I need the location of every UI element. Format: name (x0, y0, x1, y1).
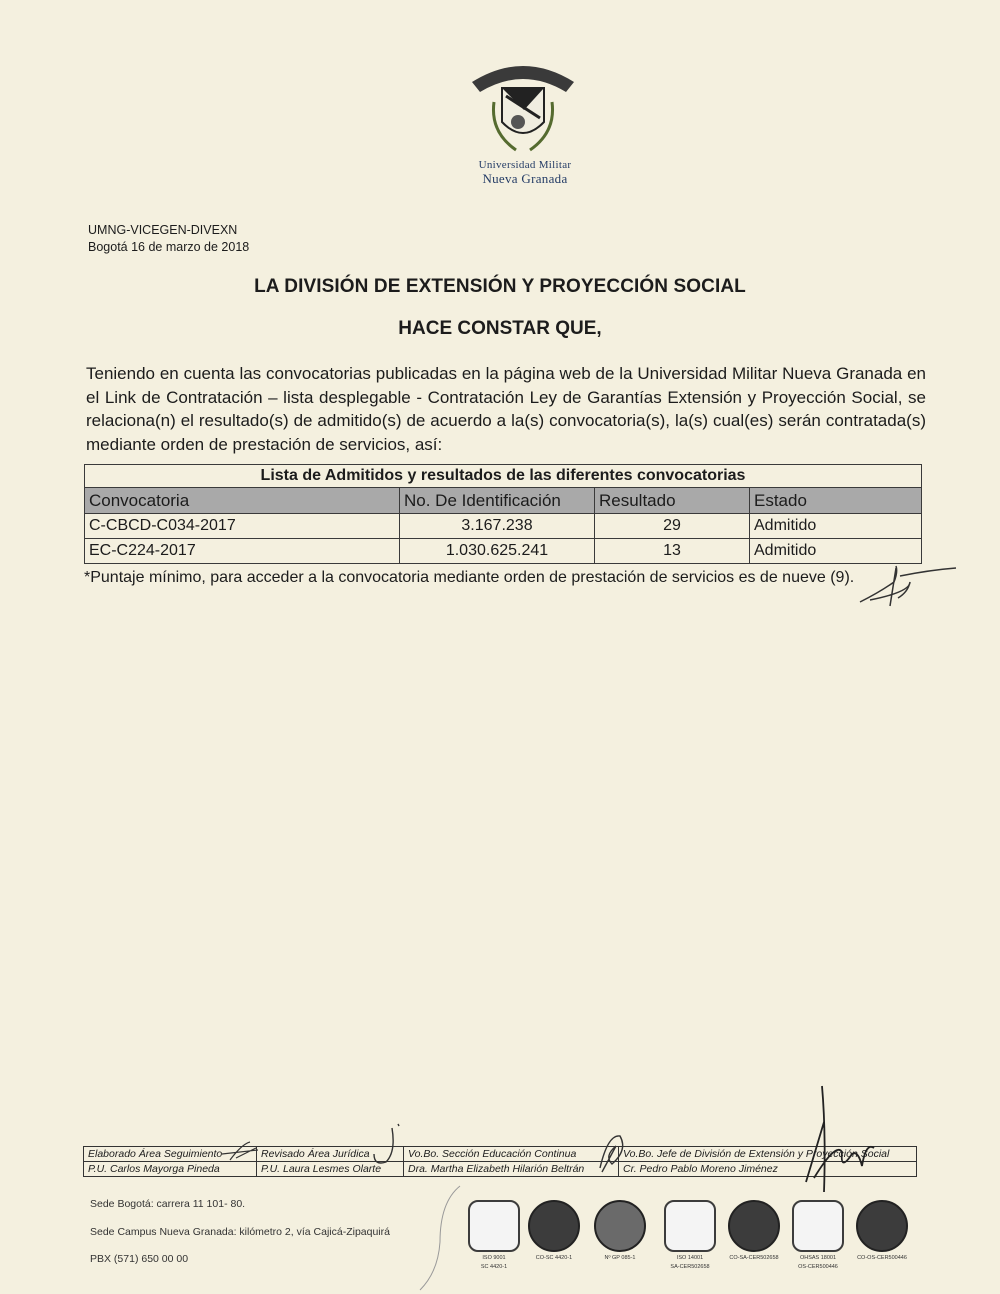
approval-name-head: Cr. Pedro Pablo Moreno Jiménez (619, 1162, 917, 1177)
cell-convocatoria: EC-C224-2017 (85, 539, 400, 564)
signature-mark (850, 562, 960, 612)
cert-code: CO-OS-CER500446 (857, 1255, 907, 1261)
cert-code: CO-SC 4420-1 (535, 1255, 573, 1261)
table-row (85, 539, 922, 564)
cell-convocatoria: C-CBCD-C034-2017 (85, 514, 400, 539)
column-header-resultado: Resultado (595, 488, 750, 514)
admitted-results-table (84, 464, 922, 564)
iqnet-seal (728, 1200, 780, 1278)
phone-line: PBX (571) 650 00 00 (90, 1253, 189, 1265)
approvals-table (83, 1146, 917, 1177)
university-name-line2: Nueva Granada (482, 170, 568, 186)
initials-mark (220, 1140, 260, 1162)
cert-label: ISO 14001 (676, 1255, 704, 1261)
signature-mark (796, 1082, 876, 1198)
cert-code: Nº GP 085-1 (604, 1255, 636, 1261)
initials-mark (594, 1130, 630, 1174)
document-subtitle: HACE CONSTAR QUE, (398, 318, 602, 339)
approval-name-education: Dra. Martha Elizabeth Hilarión Beltrán (404, 1162, 619, 1177)
university-crest-logo (466, 52, 580, 160)
gp-seal (594, 1200, 646, 1278)
university-name (400, 160, 650, 185)
address-line-campus: Sede Campus Nueva Granada: kilómetro 2, vía Cajicá-Zipaquirá (90, 1226, 390, 1238)
table-header-row (85, 488, 922, 514)
iqnet-seal (856, 1200, 908, 1278)
cell-estado: Admitido (750, 514, 922, 539)
column-header-identificacion: No. De Identificación (400, 488, 595, 514)
initials-mark (368, 1122, 402, 1170)
reference-code: UMNG-VICEGEN-DIVEXN (88, 223, 238, 237)
column-header-estado: Estado (750, 488, 922, 514)
cell-estado: Admitido (750, 539, 922, 564)
footer-divider-arc (400, 1182, 470, 1292)
approval-role-legal: Revisado Área Jurídica (257, 1147, 404, 1162)
university-name-line1: Universidad Militar (478, 159, 572, 171)
column-header-convocatoria: Convocatoria (85, 488, 400, 514)
cert-code: SC 4420-1 (480, 1264, 508, 1270)
icontec-logo (664, 1200, 716, 1278)
icontec-logo (792, 1200, 844, 1278)
cert-label: OHSAS 18001 (799, 1255, 837, 1261)
cell-identificacion: 1.030.625.241 (400, 539, 595, 564)
cell-identificacion: 3.167.238 (400, 514, 595, 539)
iqnet-seal (528, 1200, 580, 1278)
approval-name-prepared: P.U. Carlos Mayorga Pineda (84, 1162, 257, 1177)
cell-resultado: 13 (595, 539, 750, 564)
approval-role-education: Vo.Bo. Sección Educación Continua (404, 1147, 619, 1162)
icontec-logo (468, 1200, 520, 1278)
approval-role-prepared: Elaborado Área Seguimiento (84, 1147, 257, 1162)
cert-code: OS-CER500446 (798, 1264, 838, 1270)
approval-name-legal: P.U. Laura Lesmes Olarte (257, 1162, 404, 1177)
table-row (85, 514, 922, 539)
approval-role-head: Vo.Bo. Jefe de División de Extensión y Proyección Social (619, 1147, 917, 1162)
table-caption: Lista de Admitidos y resultados de las diferentes convocatorias (85, 465, 922, 488)
document-date: Bogotá 16 de marzo de 2018 (88, 240, 250, 254)
footnote: *Puntaje mínimo, para acceder a la convocatoria mediante orden de prestación de servicios es de nueve (9). (84, 569, 855, 586)
cert-code: SA-CER502658 (670, 1264, 710, 1270)
approvals-name-row (84, 1162, 917, 1177)
approvals-role-row (84, 1147, 917, 1162)
reference-block (88, 222, 249, 256)
address-line-bogota: Sede Bogotá: carrera 11 101- 80. (90, 1198, 246, 1210)
cert-label: ISO 9001 (482, 1255, 506, 1261)
document-title: LA DIVISIÓN DE EXTENSIÓN Y PROYECCIÓN SOCIAL (254, 276, 746, 297)
body-paragraph: Teniendo en cuenta las convocatorias publicadas en la página web de la Universidad Militar Nueva Granada en el Link de Contratación – lista desplegable - Contratación Ley de Garantías Extensión y Proyección Social, se relaciona(n) el resultado(s) de admitido(s) de acuerdo a la(s) convocatoria(s), la(s) cual(es) serán contratada(s) mediante orden de prestación de servicios, así: (86, 364, 926, 454)
cell-resultado: 29 (595, 514, 750, 539)
certification-seals (466, 1200, 926, 1278)
cert-code: CO-SA-CER502658 (729, 1255, 779, 1261)
